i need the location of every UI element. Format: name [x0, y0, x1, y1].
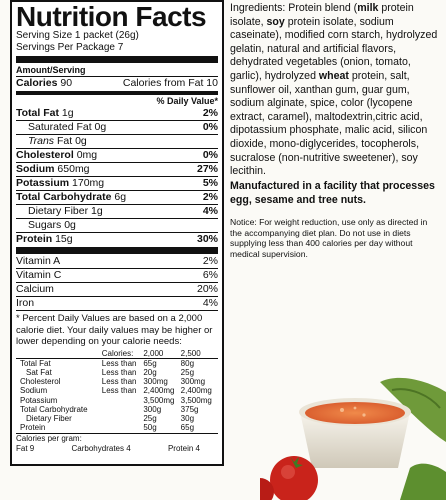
daily-value-table-cell	[102, 405, 144, 414]
vitamin-daily-value: 2%	[202, 255, 218, 267]
nutrient-daily-value: 0%	[202, 149, 218, 161]
nutrition-title: Nutrition Facts	[16, 1, 207, 32]
vitamin-label: Calcium	[16, 283, 54, 295]
daily-value-table-cell: 300g	[143, 404, 162, 414]
nutrient-daily-value: 30%	[196, 233, 218, 245]
calories-row	[16, 77, 218, 90]
daily-value-table-cell: 3,500mg	[143, 395, 175, 405]
daily-value-table-cell	[16, 349, 102, 359]
daily-value-table-cell: 20g	[143, 367, 157, 377]
daily-value-table-cell: 50g	[143, 423, 157, 433]
per-gram-carbs: Carbohydrates 4	[71, 443, 131, 453]
nutrient-daily-value: 5%	[202, 177, 218, 189]
nutrient-row	[16, 204, 218, 218]
allergen-ingredient: soy	[266, 15, 285, 28]
daily-value-table-cell: Potassium	[20, 395, 58, 405]
vitamin-label: Iron	[16, 297, 35, 309]
daily-value-table-cell: 65g	[180, 423, 195, 433]
ingredient-text: protein isolate, sodium caseinate), modified corn starch, hydrolyzed gelatin, natural and artificial flavors, dehydrated vegetables (onion, tomato, garlic), hydrolyzed	[230, 15, 438, 82]
daily-value-table-row	[16, 358, 218, 368]
daily-value-table-cell: 300mg	[143, 377, 168, 387]
daily-value-table-row	[16, 386, 218, 395]
daily-value-table-cell: Sat Fat	[26, 367, 52, 377]
daily-value-table-row	[16, 377, 218, 386]
nutrient-label: Total Fat 1g	[16, 107, 74, 119]
nutrient-row	[16, 218, 218, 232]
daily-value-table-cell	[102, 423, 144, 432]
vitamin-row	[16, 282, 218, 296]
nutrient-row	[16, 162, 218, 176]
nutrient-row	[16, 232, 218, 246]
daily-value-table-cell: 2,400mg	[143, 386, 175, 396]
nutrient-label: Sodium 650mg	[16, 163, 90, 175]
medium-divider	[16, 91, 218, 95]
nutrition-facts-label	[10, 0, 224, 466]
daily-value-table-cell: 3,500mg	[180, 395, 212, 405]
nutrient-label: Trans Fat 0g	[28, 135, 87, 147]
nutrient-row	[16, 134, 218, 148]
nutrient-rows	[16, 107, 218, 246]
daily-value-table-row	[16, 414, 218, 423]
daily-value-table-cell: 65g	[143, 358, 157, 368]
daily-value-table-cell: Cholesterol	[20, 377, 61, 387]
daily-value-table-cell: Less than	[101, 358, 137, 368]
daily-value-table	[16, 349, 218, 433]
vitamin-row	[16, 268, 218, 282]
nutrient-label: Sugars 0g	[28, 219, 76, 231]
daily-value-table-row	[16, 396, 218, 405]
nutrient-daily-value: 2%	[202, 191, 218, 203]
daily-value-table-cell: Calories:	[102, 349, 144, 359]
allergen-ingredient: wheat	[318, 69, 349, 82]
daily-value-table-cell: 2,500	[181, 349, 218, 359]
nutrient-label: Saturated Fat 0g	[28, 121, 107, 133]
vitamin-row	[16, 255, 218, 268]
nutrient-label: Dietary Fiber 1g	[28, 205, 103, 217]
daily-value-table-row	[16, 423, 218, 432]
daily-value-table-cell: Sodium	[20, 386, 48, 396]
daily-value-table-row	[16, 405, 218, 414]
daily-value-table-cell	[102, 396, 144, 405]
daily-value-header: % Daily Value*	[156, 96, 218, 106]
amount-per-serving: Amount/Serving	[16, 65, 86, 75]
vitamin-label: Vitamin A	[16, 255, 61, 267]
vitamin-label: Vitamin C	[16, 269, 62, 281]
calories-label: Calories	[16, 77, 58, 89]
daily-value-table-cell: 300mg	[180, 377, 206, 387]
servings-per-package: Servings Per Package 7	[16, 42, 124, 53]
ingredient-text: protein, salt, sunflower oil, xanthan gum, guar gum, sodium alginate, spice, color (lycopene extract, caramel), maltodextrin,citric acid, dipotassium phosphate, malic acid, silicon dioxide, mono-diglycerides, tocopherols, sucralose (non-nutritive sweetener), soy lecithin.	[230, 69, 428, 178]
nutrient-row	[16, 190, 218, 204]
daily-value-table-cell: 30g	[180, 413, 195, 423]
nutrient-daily-value: 4%	[202, 205, 218, 217]
nutrient-row	[16, 148, 218, 162]
allergen-statement: Manufactured in a facility that processes egg, sesame and tree nuts.	[230, 179, 435, 206]
serving-size: Serving Size 1 packet (26g)	[16, 30, 139, 41]
nutrient-label: Cholesterol 0mg	[16, 149, 98, 161]
daily-value-table-cell: 2,000	[143, 349, 180, 359]
per-gram-fat: Fat 9	[16, 443, 35, 453]
daily-value-table-cell: Total Carbohydrate	[20, 404, 88, 414]
nutrient-label: Total Carbohydrate 6g	[16, 191, 127, 203]
ingredients-text	[230, 2, 440, 179]
nutrient-label: Potassium 170mg	[16, 177, 105, 189]
daily-value-table-row	[16, 349, 218, 359]
nutrient-daily-value: 27%	[196, 163, 218, 175]
calories-value: 90	[60, 77, 73, 89]
daily-value-table-cell: 80g	[180, 358, 195, 368]
calories-per-gram-values	[16, 444, 218, 454]
calories-per-gram: Calories per gram:	[16, 434, 82, 444]
weight-reduction-notice: Notice: For weight reduction, use only as directed in the accompanying diet plan. Do not use in diets supplying less than 400 calories per day without medical supervision.	[230, 216, 428, 260]
nutrient-row	[16, 107, 218, 120]
daily-value-table-cell	[102, 414, 144, 423]
daily-value-table-cell: Total Fat	[20, 358, 51, 368]
daily-value-table-cell: Less than	[101, 377, 137, 387]
nutrient-daily-value: 2%	[202, 107, 218, 119]
daily-value-table-cell: 25g	[180, 367, 195, 377]
vitamin-daily-value: 4%	[202, 297, 218, 309]
daily-value-table-cell: 25g	[143, 413, 157, 423]
vitamin-rows	[16, 255, 218, 310]
allergen-ingredient: milk	[357, 2, 379, 14]
daily-value-footnote: * Percent Daily Values are based on a 2,000 calorie diet. Your daily values may be higher or lower depending on your calorie needs:	[16, 313, 213, 347]
daily-value-table-cell: Less than	[101, 386, 137, 396]
thick-divider	[16, 56, 218, 63]
calories-from-fat: Calories from Fat 10	[122, 77, 218, 89]
ingredients-column	[230, 2, 440, 260]
nutrient-row	[16, 176, 218, 190]
daily-value-table-cell: Protein	[20, 423, 46, 433]
nutrient-daily-value: 0%	[202, 121, 218, 133]
soup-bowl-photo	[260, 372, 446, 500]
nutrient-row	[16, 120, 218, 134]
ingredient-text: Ingredients: Protein blend (	[230, 2, 358, 14]
daily-value-table-cell: 2,400mg	[180, 386, 212, 396]
daily-value-table-row	[16, 368, 218, 377]
daily-value-table-cell: Less than	[101, 367, 137, 377]
daily-value-table-cell: 375g	[180, 404, 199, 414]
vitamin-daily-value: 6%	[202, 269, 218, 281]
vitamin-row	[16, 296, 218, 310]
divider	[16, 310, 218, 311]
ingredient-text: protein isolate,	[230, 2, 414, 28]
daily-value-table-cell: Dietary Fiber	[26, 413, 72, 423]
per-gram-protein: Protein 4	[167, 443, 200, 453]
vitamin-daily-value: 20%	[196, 283, 218, 295]
thick-divider	[16, 247, 218, 254]
nutrient-label: Protein 15g	[16, 233, 73, 245]
